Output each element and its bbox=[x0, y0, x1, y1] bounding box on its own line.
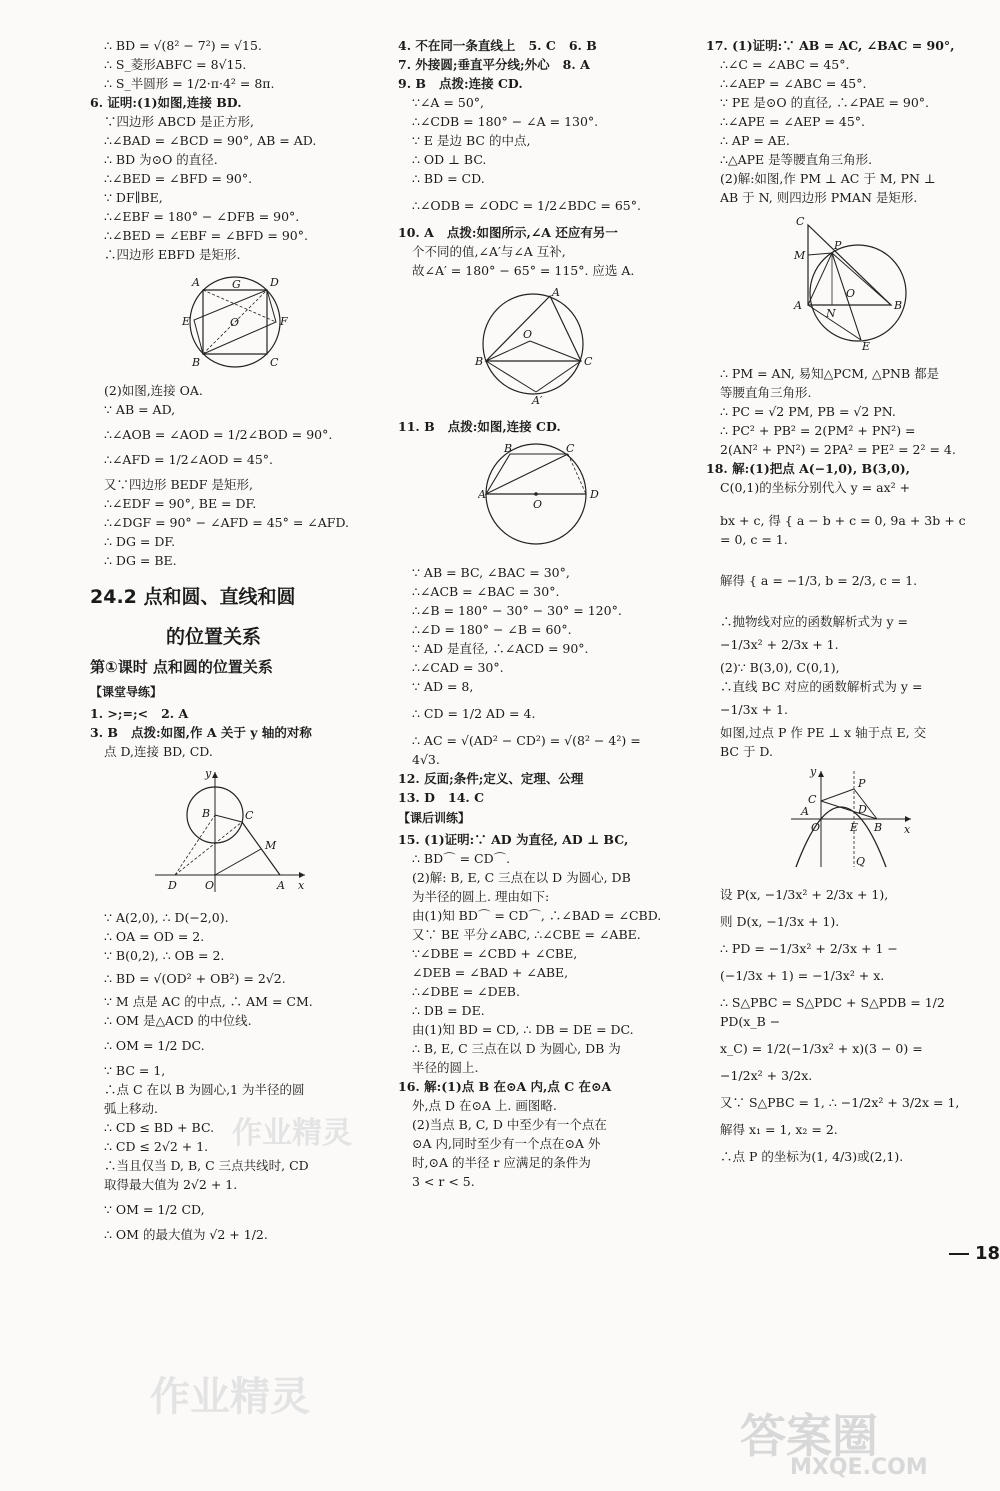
watermark-logo: 答案圈 bbox=[740, 1409, 878, 1463]
text-line: ∴ B, E, C 三点在以 D 为圆心, DB 为 bbox=[412, 1041, 621, 1056]
answer-line: 4. 不在同一条直线上 5. C 6. B bbox=[398, 38, 597, 53]
text-line: 11. B 点拨:如图,连接 CD. bbox=[398, 419, 561, 434]
text-line: ∴ BD 为⊙O 的直径. bbox=[104, 152, 218, 167]
text-line: ∵ DF∥BE, bbox=[104, 190, 163, 205]
text-line: ∵ A(2,0), ∴ D(−2,0). bbox=[104, 910, 229, 925]
text-line: ∴∠AFD = 1/2∠AOD = 45°. bbox=[104, 452, 274, 467]
svg-text:B: B bbox=[475, 355, 484, 368]
text-line: 取得最大值为 2√2 + 1. bbox=[104, 1177, 238, 1192]
text-line: ∴四边形 EBFD 是矩形. bbox=[104, 247, 241, 262]
text-line: ∴∠D = 180° − ∠B = 60°. bbox=[412, 622, 572, 637]
q18-block bbox=[706, 459, 972, 761]
text-line: ∴∠CAD = 30°. bbox=[412, 660, 504, 675]
q17-part2 bbox=[706, 364, 972, 459]
text-line: 则 D(x, −1/3x + 1). bbox=[720, 914, 840, 929]
svg-text:B: B bbox=[894, 299, 903, 312]
q6-part2 bbox=[90, 381, 358, 570]
text-line: ∴抛物线对应的函数解析式为 y = bbox=[720, 614, 908, 629]
text-line: ∵ PE 是⊙O 的直径, ∴∠PAE = 90°. bbox=[720, 95, 930, 110]
text-line: ∴ OM 是△ACD 的中位线. bbox=[104, 1013, 252, 1028]
text-line: ∴∠DGF = 90° − ∠AFD = 45° = ∠AFD. bbox=[104, 515, 350, 530]
q9-solution bbox=[398, 93, 666, 215]
text-line: (2)解: B, E, C 三点在以 D 为圆心, DB bbox=[412, 870, 631, 885]
text-line: 半径的圆上. bbox=[412, 1060, 479, 1075]
text-line: ∵ BC = 1, bbox=[104, 1063, 166, 1078]
svg-text:A: A bbox=[552, 286, 560, 299]
q3-solution bbox=[90, 908, 358, 1244]
text-line: −1/2x² + 3/2x. bbox=[720, 1068, 813, 1083]
svg-text:B: B bbox=[874, 821, 883, 834]
text-line: ∴ BD = √(8² − 7²) = √15. bbox=[104, 38, 262, 53]
text-line: AB 于 N, 则四边形 PMAN 是矩形. bbox=[720, 190, 918, 205]
text-line: 解得 { a = −1/3, b = 2/3, c = 1. bbox=[720, 573, 918, 588]
text-line: ∴∠AOB = ∠AOD = 1/2∠BOD = 90°. bbox=[104, 427, 333, 442]
text-line: ∴ OA = OD = 2. bbox=[104, 929, 205, 944]
figure-q3-coordinate-circle bbox=[90, 767, 358, 902]
svg-text:x: x bbox=[298, 879, 305, 892]
svg-text:E: E bbox=[862, 340, 871, 353]
svg-text:C: C bbox=[245, 809, 254, 822]
text-line: 设 P(x, −1/3x² + 2/3x + 1), bbox=[720, 887, 889, 902]
text-line: 18. 解:(1)把点 A(−1,0), B(3,0), bbox=[706, 461, 911, 476]
column-3 bbox=[706, 36, 972, 1174]
q11-solution bbox=[398, 563, 666, 769]
text-line: ∴ DB = DE. bbox=[412, 1003, 485, 1018]
text-line: 时,⊙A 的半径 r 应满足的条件为 bbox=[412, 1155, 591, 1170]
text-line: ∴∠CDB = 180° − ∠A = 130°. bbox=[412, 114, 599, 129]
text-line: ⊙A 内,同时至少有一个点在⊙A 外 bbox=[412, 1136, 601, 1151]
svg-text:D: D bbox=[168, 879, 177, 892]
svg-text:D: D bbox=[858, 803, 867, 816]
answer-line: 9. B 点拨:连接 CD. bbox=[398, 76, 523, 91]
text-line: ∴ AC = √(AD² − CD²) = √(8² − 4²) = bbox=[412, 733, 641, 748]
svg-text:A: A bbox=[478, 488, 486, 501]
svg-text:B: B bbox=[192, 356, 201, 369]
column-1 bbox=[90, 36, 358, 1250]
text-line: ∴ S△PBC = S△PDC + S△PDB = 1/2 PD(x_B − bbox=[720, 995, 949, 1029]
svg-text:O: O bbox=[523, 328, 533, 341]
text-line: bx + c, 得 { a − b + c = 0, 9a + 3b + c = 0, c = 1. bbox=[720, 513, 970, 547]
text-line: 17. (1)证明:∵ AB = AC, ∠BAC = 90°, bbox=[706, 38, 955, 53]
text-line: ∵ E 是边 BC 的中点, bbox=[412, 133, 531, 148]
watermark: 作业精灵 bbox=[150, 1374, 310, 1420]
tag-class-practice: 【课堂导练】 bbox=[90, 685, 163, 699]
text-line: (2)当点 B, C, D 中至少有一个点在 bbox=[412, 1117, 607, 1132]
page-number-dash bbox=[949, 1253, 969, 1255]
text-line: ∴ PC² + PB² = 2(PM² + PN²) = bbox=[720, 423, 916, 438]
section-title: 24.2 点和圆、直线和圆 bbox=[90, 586, 296, 608]
text-line: (2)如图,连接 OA. bbox=[104, 383, 203, 398]
figure-q18-parabola bbox=[706, 767, 972, 877]
text-line: ∴ BD = CD. bbox=[412, 171, 485, 186]
text-line: 4√3. bbox=[412, 752, 440, 767]
text-line: 又∵ BE 平分∠ABC, ∴∠CBE = ∠ABE. bbox=[412, 927, 641, 942]
text-line: ∴∠BAD = ∠BCD = 90°, AB = AD. bbox=[104, 133, 317, 148]
svg-text:C: C bbox=[584, 355, 593, 368]
text-line: ∴∠DBE = ∠DEB. bbox=[412, 984, 520, 999]
text-line: ∵ AD = 8, bbox=[412, 679, 474, 694]
svg-text:A′: A′ bbox=[532, 394, 543, 406]
text-line: ∵∠DBE = ∠CBD + ∠CBE, bbox=[412, 946, 578, 961]
q17-block bbox=[706, 36, 972, 207]
figure-q10-inscribed-triangle bbox=[398, 286, 666, 411]
text-line: ∴ PC = √2 PM, PB = √2 PN. bbox=[720, 404, 896, 419]
text-line: (2)解:如图,作 PM ⊥ AC 于 M, PN ⊥ bbox=[720, 171, 936, 186]
text-line: ∴ CD ≤ 2√2 + 1. bbox=[104, 1139, 209, 1154]
text-line: ∴∠AEP = ∠ABC = 45°. bbox=[720, 76, 867, 91]
svg-text:M: M bbox=[265, 839, 277, 852]
text-line: x_C) = 1/2(−1/3x² + x)(3 − 0) = bbox=[720, 1041, 923, 1056]
text-line: (−1/3x + 1) = −1/3x² + x. bbox=[720, 968, 885, 983]
q15-block bbox=[398, 830, 666, 1077]
text-line: ∴ CD = 1/2 AD = 4. bbox=[412, 706, 536, 721]
text-line: 又∵ S△PBC = 1, ∴ −1/2x² + 3/2x = 1, bbox=[720, 1095, 960, 1110]
svg-text:O: O bbox=[533, 498, 543, 511]
text-line: 由(1)知 BD⌒ = CD⌒, ∴∠BAD = ∠CBD. bbox=[412, 908, 662, 923]
svg-text:M: M bbox=[794, 249, 806, 262]
text-line: 点 D,连接 BD, CD. bbox=[104, 744, 213, 759]
column-2 bbox=[398, 36, 666, 1191]
text-line: 解得 x₁ = 1, x₂ = 2. bbox=[720, 1122, 838, 1137]
text-line: ∴ PD = −1/3x² + 2/3x + 1 − bbox=[720, 941, 898, 956]
svg-text:x: x bbox=[904, 823, 911, 836]
text-line: 外,点 D 在⊙A 上. 画图略. bbox=[412, 1098, 557, 1113]
answer-line: 12. 反面;条件;定义、定理、公理 bbox=[398, 771, 584, 786]
text-line: ∴ OD ⊥ BC. bbox=[412, 152, 487, 167]
svg-text:A: A bbox=[801, 805, 809, 818]
svg-text:O: O bbox=[846, 287, 856, 300]
text-line: ∴ DG = DF. bbox=[104, 534, 176, 549]
svg-text:A: A bbox=[277, 879, 285, 892]
text-line: ∴∠BED = ∠EBF = ∠BFD = 90°. bbox=[104, 228, 308, 243]
text-line: −1/3x² + 2/3x + 1. bbox=[720, 637, 839, 652]
text-line: ∴当且仅当 D, B, C 三点共线时, CD bbox=[104, 1158, 309, 1173]
svg-text:D: D bbox=[590, 488, 599, 501]
q18-part2 bbox=[706, 885, 972, 1166]
text-line: ∴∠APE = ∠AEP = 45°. bbox=[720, 114, 865, 129]
text-line: ∴点 P 的坐标为(1, 4/3)或(2,1). bbox=[720, 1149, 904, 1164]
text-line: 10. A 点拨:如图所示,∠A 还应有另一 bbox=[398, 225, 618, 240]
svg-text:E: E bbox=[182, 315, 191, 328]
answer-line: 13. D 14. C bbox=[398, 790, 485, 805]
text-line: ∵ B(0,2), ∴ OB = 2. bbox=[104, 948, 225, 963]
figure-q17-circle-triangle bbox=[706, 213, 972, 358]
svg-text:P: P bbox=[834, 239, 842, 252]
text-line: ∵ M 点是 AC 的中点, ∴ AM = CM. bbox=[104, 994, 313, 1009]
svg-text:y: y bbox=[205, 767, 212, 780]
text-line: ∴ BD = √(OD² + OB²) = 2√2. bbox=[104, 971, 286, 986]
text-line: ∴点 C 在以 B 为圆心,1 为半径的圆 bbox=[104, 1082, 305, 1097]
text-line: 等腰直角三角形. bbox=[720, 385, 812, 400]
answer-line: 7. 外接圆;垂直平分线;外心 8. A bbox=[398, 57, 590, 72]
text-line: 如图,过点 P 作 PE ⊥ x 轴于点 E, 交 bbox=[720, 725, 927, 740]
text-line: BC 于 D. bbox=[720, 744, 773, 759]
text-line: ∴ BD⌒ = CD⌒. bbox=[412, 851, 511, 866]
text-line: 16. 解:(1)点 B 在⊙A 内,点 C 在⊙A bbox=[398, 1079, 612, 1094]
text-line: 6. 证明:(1)如图,连接 BD. bbox=[90, 95, 242, 110]
text-line: ∴∠ACB = ∠BAC = 30°. bbox=[412, 584, 560, 599]
text-line: ∴ AP = AE. bbox=[720, 133, 790, 148]
text-line: ∴∠EBF = 180° − ∠DFB = 90°. bbox=[104, 209, 300, 224]
text-line: ∴∠C = ∠ABC = 45°. bbox=[720, 57, 850, 72]
q6-block bbox=[90, 93, 358, 264]
text-line: ∴ CD ≤ BD + BC. bbox=[104, 1120, 215, 1135]
svg-text:y: y bbox=[810, 767, 817, 778]
svg-text:Q: Q bbox=[856, 855, 866, 868]
text-line: −1/3x + 1. bbox=[720, 702, 788, 717]
text-line: 为半径的圆上. 理由如下: bbox=[412, 889, 550, 904]
text-line: 3. B 点拨:如图,作 A 关于 y 轴的对称 bbox=[90, 725, 312, 740]
section-title-cont: 的位置关系 bbox=[166, 626, 262, 648]
text-line: ∴ PM = AN, 易知△PCM, △PNB 都是 bbox=[720, 366, 940, 381]
svg-text:F: F bbox=[280, 315, 288, 328]
text-line: C(0,1)的坐标分别代入 y = ax² + bbox=[720, 480, 911, 495]
text-line: ∵四边形 ABCD 是正方形, bbox=[104, 114, 254, 129]
text-line: 由(1)知 BD = CD, ∴ DB = DE = DC. bbox=[412, 1022, 634, 1037]
text-line: ∵ AB = AD, bbox=[104, 402, 176, 417]
text-line: 15. (1)证明:∵ AD 为直径, AD ⊥ BC, bbox=[398, 832, 629, 847]
text-line: ∴△APE 是等腰直角三角形. bbox=[720, 152, 873, 167]
text-line: ∴ S_半圆形 = 1/2·π·4² = 8π. bbox=[104, 76, 275, 91]
svg-text:G: G bbox=[232, 278, 241, 291]
svg-text:B: B bbox=[202, 807, 211, 820]
page-number-text: 18 bbox=[974, 1243, 1000, 1264]
text-line: ∵ OM = 1/2 CD, bbox=[104, 1202, 205, 1217]
svg-text:E: E bbox=[850, 821, 859, 834]
tag-after-class: 【课后训练】 bbox=[398, 811, 471, 825]
q5-tail bbox=[90, 36, 358, 93]
q16-block bbox=[398, 1077, 666, 1191]
text-line: (2)∵ B(3,0), C(0,1), bbox=[720, 660, 840, 675]
text-line: ∴ OM = 1/2 DC. bbox=[104, 1038, 205, 1053]
svg-text:C: C bbox=[808, 793, 817, 806]
text-line: ∴∠B = 180° − 30° − 30° = 120°. bbox=[412, 603, 622, 618]
answer-line: 1. >;=;< 2. A bbox=[90, 706, 189, 721]
text-line: ∴直线 BC 对应的函数解析式为 y = bbox=[720, 679, 923, 694]
svg-text:P: P bbox=[858, 777, 866, 790]
svg-text:B: B bbox=[504, 442, 513, 455]
svg-text:D: D bbox=[270, 276, 279, 289]
text-line: 故∠A′ = 180° − 65° = 115°. 应选 A. bbox=[412, 263, 635, 278]
svg-text:A: A bbox=[192, 276, 200, 289]
figure-q6-square-circle bbox=[90, 270, 358, 375]
svg-text:A: A bbox=[794, 299, 802, 312]
text-line: 3 < r < 5. bbox=[412, 1174, 475, 1189]
watermark: 作业精灵 bbox=[232, 1116, 352, 1151]
svg-text:O: O bbox=[205, 879, 215, 892]
text-line: ∴ OM 的最大值为 √2 + 1/2. bbox=[104, 1227, 268, 1242]
svg-text:N: N bbox=[826, 307, 836, 320]
text-line: ∵ AB = BC, ∠BAC = 30°, bbox=[412, 565, 570, 580]
page-number bbox=[949, 1243, 1000, 1264]
text-line: ∵∠A = 50°, bbox=[412, 95, 485, 110]
text-line: 个不同的值,∠A′与∠A 互补, bbox=[412, 244, 566, 259]
watermark-url: MXQE.COM bbox=[790, 1455, 928, 1480]
svg-text:C: C bbox=[566, 442, 575, 455]
text-line: 又∵四边形 BEDF 是矩形, bbox=[104, 477, 253, 492]
text-line: ∴∠EDF = 90°, BE = DF. bbox=[104, 496, 257, 511]
text-line: 2(AN² + PN²) = 2PA² = PE² = 2² = 4. bbox=[720, 442, 956, 457]
text-line: ∵ AD 是直径, ∴∠ACD = 90°. bbox=[412, 641, 589, 656]
svg-text:C: C bbox=[270, 356, 279, 369]
text-line: ∴ DG = BE. bbox=[104, 553, 177, 568]
svg-text:O: O bbox=[811, 821, 821, 834]
text-line: 弧上移动. bbox=[104, 1101, 158, 1116]
text-line: ∴ S_菱形ABFC = 8√15. bbox=[104, 57, 247, 72]
figure-q11-semicircle bbox=[398, 442, 666, 557]
lesson-title: 第①课时 点和圆的位置关系 bbox=[90, 658, 273, 676]
text-line: ∴∠ODB = ∠ODC = 1/2∠BDC = 65°. bbox=[412, 198, 641, 213]
text-line: ∴∠BED = ∠BFD = 90°. bbox=[104, 171, 253, 186]
text-line: ∠DEB = ∠BAD + ∠ABE, bbox=[412, 965, 569, 980]
svg-text:C: C bbox=[796, 215, 805, 228]
svg-text:O: O bbox=[230, 316, 240, 329]
